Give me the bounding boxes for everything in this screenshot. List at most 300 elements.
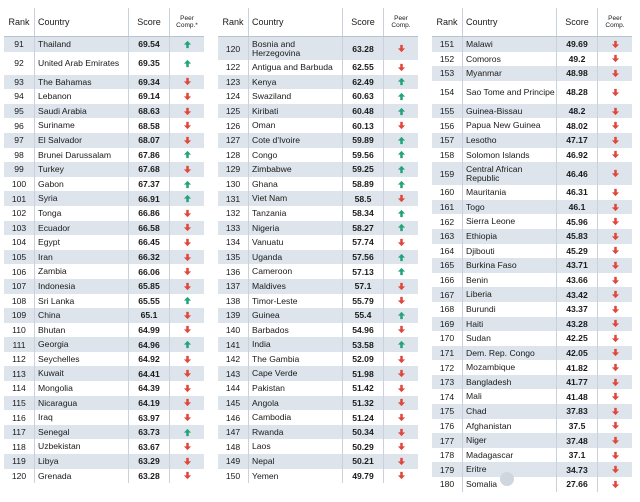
table-row: [4, 52, 204, 75]
rank-cell: 180: [439, 479, 455, 490]
arrow-down-icon: [597, 200, 632, 215]
country-cell: Vanuatu: [248, 235, 342, 250]
table-row: [218, 337, 418, 352]
ranking-column-1: [4, 8, 204, 483]
rank-cell: 133: [225, 222, 241, 233]
arrow-down-icon: [169, 264, 204, 279]
rank-cell: 115: [12, 397, 26, 408]
arrow-down-icon: [383, 381, 418, 396]
rank-cell: 118: [12, 441, 26, 452]
score-cell: 64.92: [128, 352, 169, 367]
arrow-down-icon: [597, 185, 632, 200]
table-row: [218, 352, 418, 367]
table-row: [432, 118, 632, 133]
country-cell: Angola: [248, 396, 342, 411]
rank-cell: 120: [225, 43, 241, 54]
rank-cell: 112: [12, 354, 26, 365]
arrow-down-icon: [169, 381, 204, 396]
arrow-down-icon: [169, 352, 204, 367]
country-cell: Grenada: [34, 469, 128, 484]
rank-cell: 102: [11, 208, 27, 219]
country-cell: Bangladesh: [462, 375, 556, 390]
table-row: [432, 317, 632, 332]
rank-cell: 139: [225, 310, 241, 321]
country-cell: Kuwait: [34, 366, 128, 381]
rank-cell: 123: [225, 76, 241, 87]
score-cell: 43.71: [556, 258, 597, 273]
rank-cell: 144: [225, 383, 241, 394]
arrow-up-icon: [383, 75, 418, 90]
arrow-down-icon: [383, 352, 418, 367]
country-cell: Somalia: [462, 477, 556, 492]
rank-cell: 93: [14, 76, 24, 87]
country-cell: Nicaragua: [34, 396, 128, 411]
arrow-down-icon: [383, 469, 418, 484]
table-row: [4, 89, 204, 104]
table-row: [4, 221, 204, 236]
score-cell: 46.46: [556, 162, 597, 185]
arrow-down-icon: [383, 425, 418, 440]
arrow-down-icon: [597, 148, 632, 163]
score-cell: 57.1: [342, 279, 383, 294]
country-cell: Mali: [462, 389, 556, 404]
table-row: [218, 294, 418, 309]
rank-cell: 96: [14, 120, 24, 131]
arrow-down-icon: [597, 133, 632, 148]
arrow-down-icon: [169, 162, 204, 177]
rank-cell: 163: [439, 231, 455, 242]
arrow-up-icon: [383, 89, 418, 104]
table-rows: [218, 37, 418, 483]
rank-cell: 147: [225, 427, 241, 438]
table-rows: [432, 37, 632, 492]
arrow-down-icon: [597, 118, 632, 133]
arrow-down-icon: [597, 52, 632, 67]
rank-cell: 105: [11, 252, 27, 263]
ranking-column-3: [432, 8, 632, 492]
rank-cell: 119: [12, 456, 26, 467]
country-cell: Timor-Leste: [248, 294, 342, 309]
score-cell: 51.32: [342, 396, 383, 411]
arrow-up-icon: [383, 177, 418, 192]
table-row: [218, 148, 418, 163]
rank-cell: 111: [12, 339, 26, 350]
country-cell: Togo: [462, 200, 556, 215]
rank-cell: 100: [11, 179, 27, 190]
arrow-up-icon: [169, 425, 204, 440]
score-cell: 43.37: [556, 302, 597, 317]
score-cell: 66.45: [128, 235, 169, 250]
table-row: [218, 235, 418, 250]
arrow-up-icon: [169, 37, 204, 52]
arrow-down-icon: [383, 294, 418, 309]
table-row: [432, 258, 632, 273]
country-cell: Djibouti: [462, 244, 556, 259]
table-row: [432, 162, 632, 185]
arrow-down-icon: [597, 360, 632, 375]
table-row: [218, 381, 418, 396]
score-cell: 66.58: [128, 221, 169, 236]
rank-cell: 157: [439, 135, 455, 146]
table-row: [4, 439, 204, 454]
score-cell: 42.25: [556, 331, 597, 346]
country-cell: Uzbekistan: [34, 439, 128, 454]
table-row: [218, 162, 418, 177]
country-cell: Oman: [248, 118, 342, 133]
country-cell: Brunei Darussalam: [34, 148, 128, 163]
rank-cell: 151: [439, 39, 455, 50]
score-cell: 62.55: [342, 60, 383, 75]
rank-cell: 120: [11, 470, 27, 481]
arrow-down-icon: [169, 118, 204, 133]
rank-cell: 117: [12, 427, 26, 438]
country-cell: Iran: [34, 250, 128, 265]
arrow-down-icon: [597, 317, 632, 332]
score-cell: 53.58: [342, 337, 383, 352]
score-cell: 63.28: [342, 37, 383, 60]
arrow-down-icon: [169, 410, 204, 425]
country-cell: United Arab Emirates: [34, 52, 128, 75]
arrow-down-icon: [597, 448, 632, 463]
score-cell: 65.1: [128, 308, 169, 323]
table-row: [4, 162, 204, 177]
rank-cell: 178: [439, 450, 455, 461]
arrow-down-icon: [597, 104, 632, 119]
rank-cell: 168: [439, 304, 455, 315]
country-cell: Uganda: [248, 250, 342, 265]
score-cell: 59.89: [342, 133, 383, 148]
arrow-down-icon: [597, 214, 632, 229]
country-cell: Ghana: [248, 177, 342, 192]
country-cell: Maldives: [248, 279, 342, 294]
arrow-down-icon: [169, 366, 204, 381]
rank-cell: 174: [439, 391, 455, 402]
table-row: [432, 133, 632, 148]
score-cell: 60.63: [342, 89, 383, 104]
rank-cell: 170: [439, 333, 455, 344]
rank-cell: 110: [12, 324, 26, 335]
score-cell: 49.2: [556, 52, 597, 67]
score-cell: 45.29: [556, 244, 597, 259]
score-cell: 50.34: [342, 425, 383, 440]
score-cell: 46.31: [556, 185, 597, 200]
score-cell: 69.54: [128, 37, 169, 52]
country-cell: Guinea: [248, 308, 342, 323]
country-cell: The Gambia: [248, 352, 342, 367]
rank-cell: 152: [439, 53, 455, 64]
arrow-down-icon: [597, 419, 632, 434]
rank-cell: 173: [439, 377, 455, 388]
country-header: Country: [462, 8, 556, 36]
table-row: [432, 419, 632, 434]
country-cell: Benin: [462, 273, 556, 288]
score-cell: 46.1: [556, 200, 597, 215]
rank-cell: 141: [225, 339, 241, 350]
score-cell: 69.14: [128, 89, 169, 104]
table-row: [4, 396, 204, 411]
arrow-down-icon: [383, 191, 418, 206]
rank-cell: 95: [14, 106, 24, 117]
score-cell: 37.5: [556, 419, 597, 434]
arrow-down-icon: [383, 323, 418, 338]
country-cell: Nepal: [248, 454, 342, 469]
country-cell: The Bahamas: [34, 75, 128, 90]
country-cell: Swaziland: [248, 89, 342, 104]
score-cell: 41.82: [556, 360, 597, 375]
rank-cell: 136: [225, 266, 241, 277]
peer-comparison-header: Peer Comp.: [383, 8, 418, 36]
country-cell: Rwanda: [248, 425, 342, 440]
arrow-down-icon: [169, 206, 204, 221]
score-cell: 59.56: [342, 148, 383, 163]
rank-cell: 140: [225, 324, 241, 335]
score-cell: 64.41: [128, 366, 169, 381]
country-cell: Burkina Faso: [462, 258, 556, 273]
country-cell: Sri Lanka: [34, 294, 128, 309]
rank-cell: 126: [225, 120, 241, 131]
rank-cell: 106: [11, 266, 27, 277]
rank-cell: 175: [439, 406, 455, 417]
rank-cell: 146: [225, 412, 241, 423]
rank-cell: 149: [225, 456, 241, 467]
country-cell: Ecuador: [34, 221, 128, 236]
country-cell: Senegal: [34, 425, 128, 440]
rank-cell: 176: [439, 420, 455, 431]
score-cell: 60.13: [342, 118, 383, 133]
country-cell: Saudi Arabia: [34, 104, 128, 119]
country-cell: India: [248, 337, 342, 352]
arrow-down-icon: [383, 118, 418, 133]
arrow-down-icon: [597, 331, 632, 346]
arrow-down-icon: [597, 37, 632, 52]
score-cell: 67.37: [128, 177, 169, 192]
arrow-up-icon: [383, 221, 418, 236]
table-row: [4, 118, 204, 133]
country-cell: Liberia: [462, 287, 556, 302]
country-header: Country: [34, 8, 128, 36]
country-cell: Iraq: [34, 410, 128, 425]
score-cell: 63.28: [128, 469, 169, 484]
arrow-down-icon: [383, 60, 418, 75]
country-cell: Libya: [34, 454, 128, 469]
table-row: [218, 366, 418, 381]
arrow-down-icon: [597, 433, 632, 448]
table-row: [432, 200, 632, 215]
country-cell: Bosnia and Herzegovina: [248, 37, 342, 60]
rank-cell: 128: [225, 149, 241, 160]
table-row: [4, 454, 204, 469]
arrow-down-icon: [169, 469, 204, 484]
table-row: [432, 81, 632, 104]
country-cell: Eritre: [462, 462, 556, 477]
rank-cell: 154: [439, 87, 455, 98]
table-row: [432, 185, 632, 200]
country-cell: Antigua and Barbuda: [248, 60, 342, 75]
rank-cell: 161: [439, 202, 455, 213]
ranking-column-2: [218, 8, 418, 483]
arrow-up-icon: [383, 162, 418, 177]
score-cell: 67.68: [128, 162, 169, 177]
rank-cell: 97: [14, 135, 24, 146]
country-cell: Haiti: [462, 317, 556, 332]
arrow-down-icon: [383, 279, 418, 294]
table-row: [4, 264, 204, 279]
score-cell: 48.02: [556, 118, 597, 133]
country-cell: Malawi: [462, 37, 556, 52]
rank-cell: 109: [11, 310, 27, 321]
table-row: [218, 221, 418, 236]
table-row: [432, 375, 632, 390]
arrow-down-icon: [597, 66, 632, 81]
rank-cell: 153: [439, 68, 455, 79]
rank-cell: 160: [439, 187, 455, 198]
score-cell: 49.69: [556, 37, 597, 52]
score-cell: 69.34: [128, 75, 169, 90]
country-cell: Tonga: [34, 206, 128, 221]
score-cell: 64.99: [128, 323, 169, 338]
score-cell: 41.48: [556, 389, 597, 404]
country-cell: Bhutan: [34, 323, 128, 338]
table-row: [432, 346, 632, 361]
country-cell: Cambodia: [248, 410, 342, 425]
table-row: [432, 404, 632, 419]
table-row: [218, 469, 418, 484]
country-cell: Mongolia: [34, 381, 128, 396]
score-cell: 50.29: [342, 439, 383, 454]
score-cell: 62.49: [342, 75, 383, 90]
score-cell: 64.39: [128, 381, 169, 396]
country-cell: Chad: [462, 404, 556, 419]
table-row: [432, 302, 632, 317]
arrow-down-icon: [597, 287, 632, 302]
score-cell: 47.17: [556, 133, 597, 148]
rank-cell: 92: [14, 58, 24, 69]
arrow-down-icon: [597, 81, 632, 104]
table-row: [218, 104, 418, 119]
score-cell: 65.55: [128, 294, 169, 309]
country-cell: Yemen: [248, 469, 342, 484]
table-row: [432, 148, 632, 163]
rank-cell: 156: [439, 120, 455, 131]
country-header: Country: [248, 8, 342, 36]
country-cell: Syria: [34, 191, 128, 206]
score-cell: 57.56: [342, 250, 383, 265]
country-cell: Pakistan: [248, 381, 342, 396]
country-cell: Myanmar: [462, 66, 556, 81]
rank-cell: 99: [14, 164, 24, 175]
rank-cell: 158: [439, 149, 455, 160]
country-cell: Lesotho: [462, 133, 556, 148]
score-header: Score: [556, 8, 597, 36]
arrow-up-icon: [169, 52, 204, 75]
arrow-down-icon: [597, 244, 632, 259]
country-cell: Egypt: [34, 235, 128, 250]
arrow-down-icon: [169, 308, 204, 323]
rank-cell: 169: [439, 318, 455, 329]
score-cell: 57.74: [342, 235, 383, 250]
rank-cell: 171: [439, 347, 455, 358]
table-row: [4, 352, 204, 367]
score-cell: 60.48: [342, 104, 383, 119]
table-row: [4, 104, 204, 119]
score-cell: 55.79: [342, 294, 383, 309]
table-row: [4, 425, 204, 440]
arrow-up-icon: [169, 294, 204, 309]
arrow-down-icon: [169, 89, 204, 104]
score-cell: 66.86: [128, 206, 169, 221]
rank-cell: 143: [225, 368, 241, 379]
country-cell: Burundi: [462, 302, 556, 317]
arrow-down-icon: [597, 375, 632, 390]
arrow-down-icon: [383, 454, 418, 469]
rank-header: Rank: [8, 17, 30, 27]
rank-cell: 94: [14, 91, 24, 102]
table-row: [4, 191, 204, 206]
table-row: [4, 279, 204, 294]
score-cell: 58.34: [342, 206, 383, 221]
rank-cell: 127: [225, 135, 241, 146]
table-header: [4, 8, 204, 37]
score-cell: 55.4: [342, 308, 383, 323]
score-header: Score: [128, 8, 169, 36]
score-cell: 57.13: [342, 264, 383, 279]
table-row: [4, 308, 204, 323]
table-row: [4, 366, 204, 381]
score-cell: 68.58: [128, 118, 169, 133]
table-row: [432, 244, 632, 259]
score-cell: 43.66: [556, 273, 597, 288]
score-cell: 67.86: [128, 148, 169, 163]
arrow-up-icon: [383, 264, 418, 279]
table-row: [218, 89, 418, 104]
watermark-logo: [500, 470, 628, 488]
country-cell: Suriname: [34, 118, 128, 133]
country-cell: Sudan: [462, 331, 556, 346]
score-cell: 50.21: [342, 454, 383, 469]
score-cell: 58.27: [342, 221, 383, 236]
score-cell: 66.32: [128, 250, 169, 265]
arrow-up-icon: [169, 337, 204, 352]
wechat-logo-icon: [500, 472, 514, 486]
country-cell: Kenya: [248, 75, 342, 90]
peer-comparison-header: Peer Comp.: [597, 8, 632, 36]
rank-cell: 142: [225, 354, 241, 365]
score-cell: 48.2: [556, 104, 597, 119]
table-row: [4, 250, 204, 265]
table-header: [432, 8, 632, 37]
table-row: [4, 381, 204, 396]
rank-cell: 167: [439, 289, 455, 300]
score-cell: 42.05: [556, 346, 597, 361]
score-cell: 34.73: [556, 462, 597, 477]
table-row: [432, 214, 632, 229]
arrow-up-icon: [169, 177, 204, 192]
score-header: Score: [342, 8, 383, 36]
country-cell: Indonesia: [34, 279, 128, 294]
table-row: [4, 177, 204, 192]
table-row: [432, 66, 632, 81]
table-row: [4, 410, 204, 425]
arrow-up-icon: [383, 148, 418, 163]
country-cell: Niger: [462, 433, 556, 448]
table-row: [218, 308, 418, 323]
arrow-down-icon: [597, 404, 632, 419]
country-cell: Lebanon: [34, 89, 128, 104]
arrow-down-icon: [597, 229, 632, 244]
country-cell: Comoros: [462, 52, 556, 67]
country-cell: Madagascar: [462, 448, 556, 463]
rank-header: Rank: [222, 17, 244, 27]
